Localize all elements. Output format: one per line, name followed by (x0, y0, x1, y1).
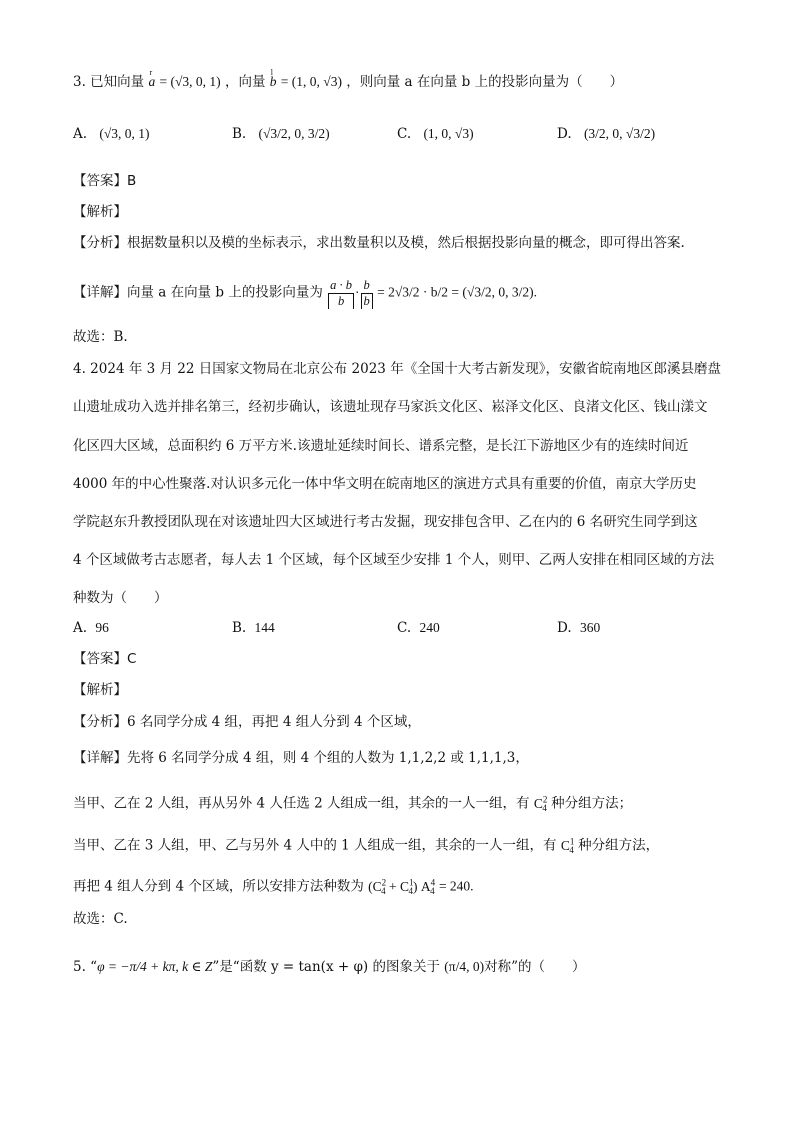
q3-stem-mid: ，向量 (224, 74, 266, 90)
q4-answer (73, 649, 136, 669)
option-label: D. (557, 126, 572, 142)
option-text: 240 (419, 620, 440, 635)
detail-text: 种分组方法， (578, 837, 660, 854)
detail-text: 再把 4 组人分到 4 个区域，所以安排方法种数为 (73, 878, 364, 895)
fenxi-text: 根据数量积以及模的坐标表示，求出数量积以及模，然后根据投影向量的概念，即可得出答案. (127, 235, 685, 251)
answer-tag: 【答案】 (73, 651, 127, 667)
detail-text: 先将 6 名同学分成 4 组，则 4 个组的人数为 1,1,2,2 或 1,1,1,3， (127, 750, 529, 766)
fenxi-text: 6 名同学分成 4 组，再把 4 组人分到 4 个区域， (127, 714, 421, 730)
detail-equation: = 2√3/2 · b/2 = (√3/2, 0, 3/2). (377, 284, 537, 300)
q3-stem-suffix: ，则向量 a 在向量 b 上的投影向量为（ ） (346, 74, 624, 90)
q4-line-5 (73, 512, 698, 532)
option-text: 360 (579, 620, 601, 635)
q3-option-a (73, 124, 150, 144)
paragraph-line: 化区四大区域，总面积约 6 万平方米.该遗址延续时间长、谱系完整，是长江下游地区少有的连续时间近 (73, 438, 689, 454)
detail-text: 种分组方法； (551, 795, 633, 812)
detail-tag: 【详解】 (73, 284, 127, 301)
answer-value: B (127, 173, 137, 189)
fenxi-tag: 【分析】 (73, 714, 127, 730)
detail-prefix: 向量 a 在向量 b 上的投影向量为 (127, 284, 323, 301)
detail-tag: 【详解】 (73, 750, 127, 766)
option-text: 96 (95, 620, 109, 635)
q5-prefix: 5. “ (73, 959, 98, 975)
conclusion-text: 故选：C. (73, 911, 128, 927)
q5-suffix: 对称”的（ ） (484, 959, 586, 975)
analysis-tag: 【解析】 (73, 204, 127, 220)
q4-line-1 (73, 359, 721, 379)
q4-option-a (73, 618, 109, 638)
q4-detail-1 (73, 748, 529, 768)
q5-point: (π/4, 0) (444, 959, 485, 974)
detail-text: 当甲、乙在 2 人组，再从另外 4 人任选 2 人组成一组，其余的一人一组，有 (73, 795, 530, 812)
paragraph-line: 4. 2024 年 3 月 22 日国家文物局在北京公布 2023 年《全国十大考古新发现》，安徽省皖南地区郎溪县磨盘 (73, 361, 721, 377)
q4-option-d (557, 618, 600, 638)
q3-conclusion (73, 327, 128, 347)
q5-condition: φ = −π/4 + kπ, k ∈ Z (97, 959, 213, 974)
option-label: C. (397, 126, 412, 142)
conclusion-text: 故选：B. (73, 329, 128, 345)
q5-stem (73, 957, 585, 977)
projection-formula: $\frac{a \cdot b}{b}$ · $\frac{b}{b}$ (327, 285, 377, 300)
option-label: A. (73, 620, 88, 636)
q3-vector-a: r a (148, 72, 155, 92)
q3-detail (73, 278, 537, 309)
q3-answer (73, 171, 136, 191)
q3-stem-prefix: 3. 已知向量 (73, 74, 145, 90)
option-label: D. (557, 620, 572, 636)
q3-option-c (397, 124, 474, 144)
option-text: 144 (254, 620, 275, 635)
combination-c41: $C^1_4$ (560, 836, 575, 856)
option-label: B. (232, 620, 247, 636)
option-label: A. (73, 126, 88, 142)
answer-value: C (127, 651, 137, 667)
combination-c42: $C^2_4$ (533, 794, 548, 814)
q4-line-7 (73, 588, 168, 608)
option-text: (3/2, 0, √3/2) (583, 126, 656, 141)
q4-analysis-tag (73, 680, 127, 700)
q4-option-b (232, 618, 275, 638)
q3-stem (73, 72, 623, 92)
option-text: (√3/2, 0, 3/2) (258, 126, 330, 141)
q3-option-d (557, 124, 655, 144)
q3-b-value: = (1, 0, √3) (280, 74, 342, 89)
option-text: (√3, 0, 1) (99, 126, 150, 141)
q4-detail-4 (73, 872, 474, 901)
answer-tag: 【答案】 (73, 173, 127, 189)
paragraph-line: 4 个区域做考古志愿者，每人去 1 个区域，每个区域至少安排 1 个人，则甲、乙两人安排在相同区域的方法 (73, 552, 715, 568)
paragraph-line: 种数为（ ） (73, 590, 168, 606)
q4-detail-3 (73, 831, 659, 860)
q4-detail-2 (73, 789, 632, 818)
q4-line-4 (73, 474, 696, 494)
q3-option-b (232, 124, 330, 144)
q4-option-c (397, 618, 440, 638)
q4-fenxi (73, 712, 421, 732)
q4-line-3 (73, 436, 688, 456)
q4-line-6 (73, 550, 714, 570)
q3-a-value: = (√3, 0, 1) (159, 74, 221, 89)
paragraph-line: 4000 年的中心性聚落.对认识多元化一体中华文明在皖南地区的演进方式具有重要的价值，南京大学历史 (73, 476, 697, 492)
detail-text: 当甲、乙在 3 人组，甲、乙与另外 4 人中的 1 人组成一组，其余的一人一组，有 (73, 837, 557, 854)
paragraph-line: 学院赵东升教授团队现在对该遗址四大区域进行考古发掘，现安排包含甲、乙在内的 6 名研究生同学到这 (73, 514, 698, 530)
q3-vector-b: l b (270, 72, 277, 92)
q3-fenxi (73, 233, 685, 253)
arrangement-formula: $(C^2_4 + C^1_4)$ $A^4_4$ (368, 877, 436, 897)
q5-mid: ”是“函数 y = tan(x + φ) 的图象关于 (212, 959, 440, 975)
q4-line-2 (73, 397, 708, 417)
q3-analysis-tag (73, 202, 127, 222)
q4-conclusion (73, 909, 128, 929)
paragraph-line: 山遗址成功入选并排名第三，经初步确认，该遗址现存马家浜文化区、崧泽文化区、良渚文化区、钱山漾文 (73, 399, 708, 415)
detail-result: = 240. (438, 878, 474, 894)
option-text: (1, 0, √3) (423, 126, 474, 141)
option-label: C. (397, 620, 412, 636)
option-label: B. (232, 126, 247, 142)
fenxi-tag: 【分析】 (73, 235, 127, 251)
analysis-tag: 【解析】 (73, 682, 127, 698)
